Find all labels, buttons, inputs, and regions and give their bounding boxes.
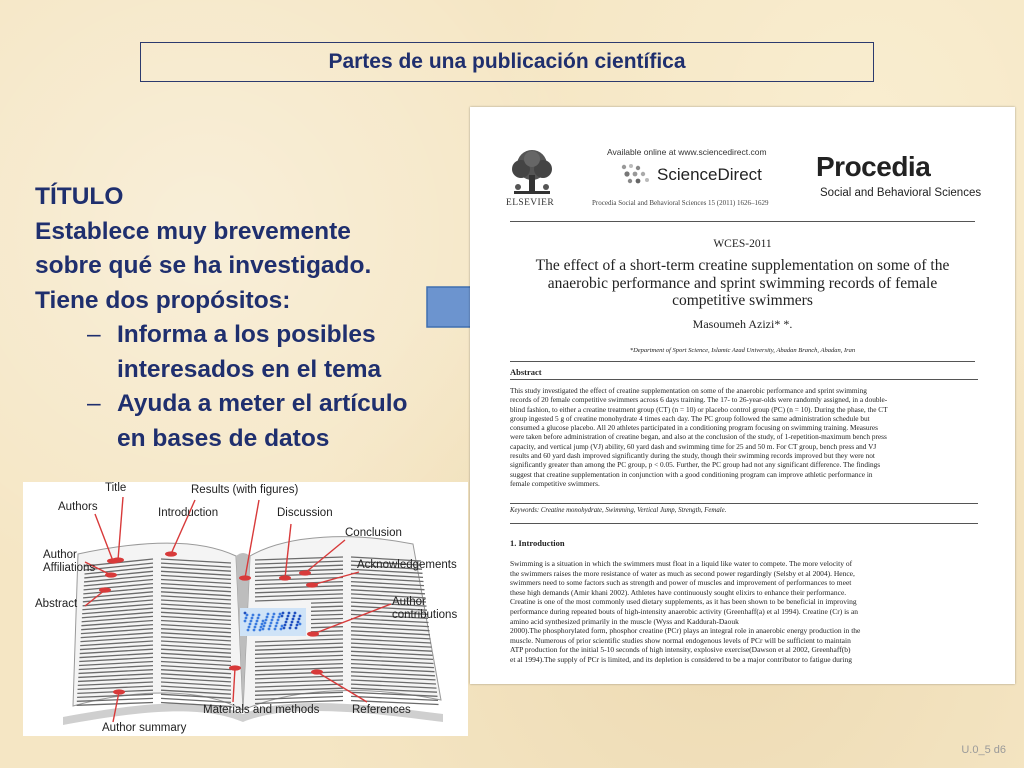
pointer-marker — [239, 575, 251, 580]
abstract-line: significantly greater than among the PC group, p < 0.05. Further, the PC group had not any significant difference. The findings — [510, 460, 881, 470]
figure-data-dot — [247, 629, 250, 632]
abstract-line: capacity, and vertical jump (VJ) ability, 60 yard dash and swimming time for 25 and 50 m. For CT group, bench press and VJ — [510, 441, 877, 451]
bullet-dash: – — [87, 321, 101, 348]
figure-data-dot — [251, 617, 254, 620]
paper-title-line: competitive swimmers — [672, 292, 813, 309]
abstract-line: female competitive swimmers. — [510, 478, 600, 488]
figure-data-dot — [296, 624, 299, 627]
pointer-marker — [299, 570, 311, 575]
introduction-line: swimmers need to some factors such as strength and power of muscles and improvement of performances to meet — [510, 578, 852, 588]
figure-data-dot — [274, 628, 277, 631]
abstract-body — [510, 386, 978, 488]
paper-title-line: The effect of a short-term creatine supplementation on some of the — [535, 257, 950, 274]
label-author-affiliations — [43, 549, 95, 575]
introduction-line: et al 1994).The supply of PCr is limited, and its depletion is considered to be a major contributor to fatigue during — [510, 654, 853, 664]
description-line-3: Tiene dos propósitos: — [35, 286, 291, 314]
figure-data-dot — [293, 615, 296, 618]
bullet-item — [35, 318, 475, 387]
introduction-line: performance during repeated bouts of high-intensity anaerobic activity (Greenhaff(a) et al 1994). Creatine (Cr) is an — [510, 606, 859, 616]
figure-data-dot — [266, 616, 269, 619]
figure-data-dot — [299, 615, 302, 618]
abstract-line: results and 60 yard dash improved significantly during the study, though their swimming records improved but they were not — [510, 451, 875, 461]
figure-data-dot — [269, 625, 272, 628]
abstract-line: were taken before administration of creatine began, and also at the conclusion of the study, of 1-repetition-maximum bench press — [510, 432, 887, 442]
introduction-line: Creatine is one of the most commonly used dietary supplements, as it has been shown to be beneficial in improving — [510, 597, 857, 607]
figure-data-dot — [280, 628, 283, 631]
figure-data-dot — [281, 625, 284, 628]
introduction-body — [510, 559, 978, 665]
label-abstract: Abstract — [35, 598, 78, 610]
figure-data-dot — [255, 623, 258, 626]
journal-citation: Procedia Social and Behavioral Sciences 15 (2011) 1626–1629 — [592, 199, 769, 207]
figure-data-dot — [290, 624, 293, 627]
conference-name: WCES-2011 — [713, 238, 772, 250]
label-author-summary: Author summary — [102, 722, 187, 734]
bullet-text-line: en bases de datos — [117, 424, 330, 452]
titulo-heading: TÍTULO — [35, 183, 124, 210]
figure-data-dot — [279, 613, 282, 616]
pointer-marker — [105, 572, 117, 577]
figure-data-dot — [298, 618, 301, 621]
abstract-divider — [510, 379, 978, 380]
figure-data-dot — [250, 620, 253, 623]
figure-data-dot — [297, 621, 300, 624]
figure-data-dot — [271, 619, 274, 622]
figure-data-dot — [261, 623, 264, 626]
procedia-subtitle: Social and Behavioral Sciences — [820, 187, 982, 199]
header-divider — [510, 221, 975, 222]
figure-data-dot — [295, 627, 298, 630]
bullet-item — [35, 387, 475, 456]
abstract-line: suggest that creatine supplementation in conjunction with a good conditioning program can improve athletic performance in — [510, 469, 873, 479]
figure-data-dot — [283, 627, 286, 630]
abstract-divider — [510, 361, 975, 362]
figure-data-dot — [248, 626, 251, 629]
figure-data-dot — [273, 613, 276, 616]
abstract-line: blind fashion, to either a creatine treatment group (CT) (n = 10) or placebo control group (PC) (n = 10). During the phase, the CT — [510, 404, 888, 414]
figure-data-dot — [270, 622, 273, 625]
bullet-text-line: Informa a los posibles — [117, 321, 376, 348]
sciencedirect-dots-icon — [620, 163, 654, 187]
label-acknowledgements: Acknowledgements — [357, 559, 457, 571]
figure-data-dot — [254, 626, 257, 629]
figure-data-dot — [291, 621, 294, 624]
figure-data-dot — [288, 612, 291, 615]
pointer-marker — [229, 665, 241, 670]
available-online-text: Available online at www.sciencedirect.com — [607, 147, 767, 157]
figure-data-dot — [287, 615, 290, 618]
figure-data-dot — [284, 624, 287, 627]
pointer-marker — [306, 582, 318, 587]
keywords-divider — [510, 523, 978, 524]
figure-data-dot — [265, 619, 268, 622]
elsevier-tree-icon — [506, 147, 558, 197]
figure-data-dot — [282, 612, 285, 615]
figure-data-dot — [286, 618, 289, 621]
pointer-marker — [279, 575, 291, 580]
label-references: References — [352, 704, 411, 716]
figure-data-dot — [275, 625, 278, 628]
abstract-heading: Abstract — [510, 367, 542, 377]
abstract-line: records of 20 female competitive swimmers across 6 days training. The 17- to 26-year-olds were randomly assigned, in a double- — [510, 395, 888, 405]
figure-data-dot — [276, 622, 279, 625]
introduction-line: muscle. Numerous of prior scientific studies show normal endogenous levels of PCr will be sufficient to maintain — [510, 635, 851, 645]
titulo-description — [35, 180, 475, 456]
label-title: Title — [105, 482, 127, 494]
introduction-line: 2000).The phosphorylated form, phosphor creatine (PCr) plays an integral role in anaerobic energy production in the — [510, 626, 861, 636]
figure-data-dot — [256, 620, 259, 623]
figure-data-dot — [253, 629, 256, 632]
figure-data-dot — [272, 616, 275, 619]
keywords-divider — [510, 503, 978, 504]
figure-data-dot — [244, 620, 247, 623]
introduction-line: the swimmers raises the more resistance of water as much as second power regardingly (Selsby et al 2004). Hence, — [510, 568, 855, 578]
figure-data-dot — [262, 628, 265, 631]
label-discussion: Discussion — [277, 507, 333, 519]
pointer-marker — [107, 558, 119, 563]
abstract-line: This study investigated the effect of creatine supplementation on some of the anaerobic performance and sprint swimming — [510, 386, 867, 395]
figure-data-dot — [294, 612, 297, 615]
description-line-1: Establece muy brevemente — [35, 217, 351, 245]
figure-data-dot — [262, 620, 265, 623]
pointer-marker — [113, 689, 125, 694]
slide-footer: U.0_5 d6 — [961, 744, 1006, 756]
abstract-line: consumed a glucose placebo. All 20 athletes participated in a conditioning program focusing on swimming training. Measures — [510, 423, 879, 433]
label-line: contributions — [392, 609, 458, 621]
figure-data-dot — [258, 614, 261, 617]
book-text-line — [77, 703, 153, 706]
label-introduction: Introduction — [158, 507, 219, 519]
figure-data-dot — [292, 618, 295, 621]
figure-data-dot — [281, 615, 284, 618]
label-materials-methods: Materials and methods — [203, 704, 320, 716]
introduction-line: these high demands (Amir khani 2002). Athletes have continuously sought elixirs to enhance their performance. — [510, 587, 847, 597]
description-line-2: sobre qué se ha investigado. — [35, 252, 372, 279]
introduction-heading: 1. Introduction — [510, 538, 565, 548]
paper-author: Masoumeh Azizi* *. — [692, 317, 793, 331]
label-line: Affiliations — [43, 562, 96, 574]
introduction-line: Swimming is a situation in which the swimmers must float in a liquid like water to compete. The more velocity of — [510, 559, 853, 568]
bullet-text-line: interesados en el tema — [117, 355, 382, 383]
paper-preview — [470, 107, 1015, 684]
procedia-logo: Procedia — [816, 151, 931, 182]
pointer-marker — [311, 669, 323, 674]
figure-data-dot — [289, 627, 292, 630]
figure-data-dot — [257, 617, 260, 620]
paper-title — [510, 257, 975, 310]
bullet-text-line: Ayuda a meter el artículo — [117, 390, 408, 417]
figure-data-dot — [268, 628, 271, 631]
paper-title-line: anaerobic performance and sprint swimming records of female — [547, 274, 938, 292]
figure-data-dot — [245, 617, 248, 620]
label-line: Author — [43, 549, 77, 561]
figure-data-dot — [264, 622, 267, 625]
abstract-line: group ingested 5 g of creatine monohydrate 4 times each day. The PC group followed the same administration schedule but — [510, 413, 870, 423]
figure-data-dot — [263, 625, 266, 628]
figure-data-dot — [246, 614, 249, 617]
figure-data-dot — [249, 623, 252, 626]
figure-data-dot — [260, 626, 263, 629]
label-results: Results (with figures) — [191, 484, 299, 496]
pointer-marker — [165, 551, 177, 556]
paper-affiliation: *Department of Sport Science, Islamic Azad University, Abadan Branch, Abadan, Iran — [629, 347, 856, 354]
label-author-contributions — [392, 596, 457, 622]
bullet-dash: – — [87, 390, 101, 417]
keywords: Keywords: Creatine monohydrate, Swimming, Vertical Jump, Strength, Female. — [510, 507, 727, 514]
pointer-marker — [307, 631, 319, 636]
label-conclusion: Conclusion — [345, 527, 402, 539]
elsevier-wordmark: ELSEVIER — [506, 198, 555, 208]
figure-data-dot — [267, 613, 270, 616]
figure-data-dot — [278, 616, 281, 619]
introduction-line: amino acid synthesized primarily in the muscle (Wyss and Kaddurah-Daouk — [510, 616, 739, 626]
figure-data-dot — [252, 614, 255, 617]
figure-data-dot — [277, 619, 280, 622]
sciencedirect-logo: ScienceDirect — [657, 165, 762, 184]
figure-data-dot — [285, 621, 288, 624]
pointer-marker — [99, 587, 111, 592]
introduction-line: ATP production for the initial 5-10 seconds of high intensity, explosive exercise(Dawson et al 2002, Greenhaff(b) — [510, 645, 851, 655]
paper-anatomy-figure — [23, 482, 468, 736]
figure-data-dot — [299, 623, 302, 626]
figure-data-dot — [259, 629, 262, 632]
slide-title: Partes de una publicación científica — [140, 42, 874, 82]
label-line: Author — [392, 596, 426, 608]
figure-data-dot — [244, 612, 247, 615]
label-authors: Authors — [58, 501, 98, 513]
